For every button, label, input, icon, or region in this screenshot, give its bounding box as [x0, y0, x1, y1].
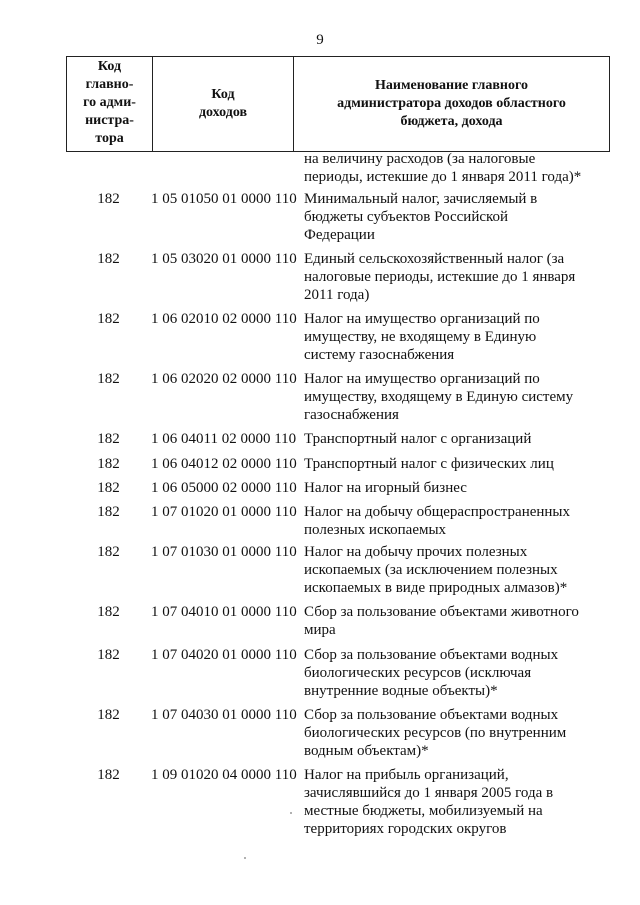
revenue-name-cell [302, 430, 626, 448]
revenue-name-cell [302, 543, 626, 597]
revenue-name-line: имуществу, входящему в Единую систему [304, 389, 574, 405]
revenue-code-cell: 1 06 04012 02 0000 110 [151, 456, 297, 472]
table-row [66, 646, 626, 700]
revenue-name-line: Транспортный налог с организаций [304, 431, 532, 447]
table-row [66, 370, 626, 424]
table-row [66, 190, 626, 244]
revenue-name-line: Федерации [304, 227, 375, 243]
header-admin-line: тора [95, 131, 124, 146]
header-code-line: доходов [198, 105, 248, 120]
table-row [66, 150, 626, 186]
revenue-name-line: Транспортный налог с физических лиц [304, 456, 554, 472]
revenue-name-line: имуществу, не входящему в Единую [304, 329, 537, 345]
admin-code-cell: 182 [97, 604, 120, 620]
revenue-name-line: газоснабжения [304, 407, 399, 423]
header-admin-line: нистра- [85, 113, 134, 128]
header-code-line: Код [211, 87, 235, 102]
table-row [66, 766, 626, 838]
revenue-code-cell: 1 07 01030 01 0000 110 [151, 544, 297, 560]
admin-code-cell: 182 [97, 371, 120, 387]
revenue-code-cell: 1 07 04030 01 0000 110 [151, 707, 297, 723]
admin-code-cell: 182 [97, 767, 120, 783]
scan-speck [244, 857, 246, 859]
revenue-name-line: ископаемых (за исключением полезных [304, 562, 558, 578]
revenue-code-cell: 1 07 04020 01 0000 110 [151, 647, 297, 663]
revenue-name-line: Сбор за пользование объектами водных [304, 707, 559, 723]
revenue-name-line: Налог на добычу общераспространенных [304, 504, 571, 520]
revenue-name-cell [302, 706, 626, 760]
revenue-name-line: Сбор за пользование объектами животного [304, 604, 579, 620]
admin-code-cell: 182 [97, 251, 120, 267]
revenue-name-line: систему газоснабжения [304, 347, 455, 363]
revenue-name-cell [302, 766, 626, 838]
admin-code-cell: 182 [97, 311, 120, 327]
table-row [66, 310, 626, 364]
revenue-name-line: зачислявшийся до 1 января 2005 года в [304, 785, 554, 801]
revenue-name-cell [302, 310, 626, 364]
revenue-name-line: Налог на прибыль организаций, [304, 767, 509, 783]
revenue-name-line: Налог на имущество организаций по [304, 311, 540, 327]
table-row [66, 706, 626, 760]
revenue-name-line: Сбор за пользование объектами водных [304, 647, 559, 663]
admin-code-cell: 182 [97, 431, 120, 447]
revenue-name-cell [302, 479, 626, 497]
table-row [66, 430, 626, 448]
revenue-name-line: ископаемых в виде природных алмазов)* [304, 580, 568, 596]
revenue-name-line: полезных ископаемых [304, 522, 447, 538]
revenue-name-cell [302, 250, 626, 304]
page-number: 9 [316, 32, 324, 48]
admin-code-cell: 182 [97, 544, 120, 560]
admin-code-cell: 182 [97, 480, 120, 496]
table-header [66, 56, 610, 152]
revenue-code-cell: 1 06 02020 02 0000 110 [151, 371, 297, 387]
table-row [66, 603, 626, 639]
header-admin-line: главно- [85, 77, 134, 92]
header-name-line: бюджета, дохода [400, 114, 503, 129]
revenue-code-cell: 1 05 01050 01 0000 110 [151, 191, 297, 207]
revenue-name-line: Налог на игорный бизнес [304, 480, 467, 496]
revenue-name-line: мира [304, 622, 336, 638]
revenue-name-line: Единый сельскохозяйственный налог (за [304, 251, 565, 267]
revenue-name-line: 2011 года) [304, 287, 370, 303]
revenue-code-cell: 1 05 03020 01 0000 110 [151, 251, 297, 267]
admin-code-cell: 182 [97, 191, 120, 207]
header-admin-line: Код [97, 59, 122, 74]
scan-speck [290, 812, 292, 814]
revenue-name-cell [302, 503, 626, 539]
table-row [66, 455, 626, 473]
revenue-code-cell: 1 06 02010 02 0000 110 [151, 311, 297, 327]
header-admin-line: го адми- [83, 95, 136, 110]
revenue-name-line: на величину расходов (за налоговые [304, 151, 536, 167]
revenue-name-line: Налог на имущество организаций по [304, 371, 540, 387]
header-name-line: администратора доходов областного [337, 96, 566, 111]
admin-code-cell [66, 150, 151, 186]
revenue-name-line: биологических ресурсов (по внутренним [304, 725, 567, 741]
header-revenue-code [152, 57, 293, 151]
admin-code-cell: 182 [97, 707, 120, 723]
revenue-name-line: местные бюджеты, мобилизуемый на [304, 803, 543, 819]
revenue-name-cell [302, 603, 626, 639]
revenue-code-cell: 1 07 01020 01 0000 110 [151, 504, 297, 520]
revenue-name-cell [302, 150, 626, 186]
header-name [293, 57, 609, 151]
revenue-name-line: биологических ресурсов (исключая [304, 665, 532, 681]
revenue-name-line: территориях городских округов [304, 821, 507, 837]
revenue-code-cell: 1 06 05000 02 0000 110 [151, 480, 297, 496]
revenue-name-line: периоды, истекшие до 1 января 2011 года)* [304, 169, 582, 185]
revenue-code-cell: 1 09 01020 04 0000 110 [151, 767, 297, 783]
table-row [66, 503, 626, 539]
revenue-name-cell [302, 455, 626, 473]
revenue-code-cell [151, 150, 302, 186]
table-row [66, 250, 626, 304]
revenue-name-cell [302, 370, 626, 424]
admin-code-cell: 182 [97, 647, 120, 663]
admin-code-cell: 182 [97, 456, 120, 472]
revenue-name-line: Минимальный налог, зачисляемый в [304, 191, 538, 207]
table-row [66, 543, 626, 597]
revenue-name-cell [302, 646, 626, 700]
revenue-name-line: бюджеты субъектов Российской [304, 209, 509, 225]
revenue-code-cell: 1 06 04011 02 0000 110 [151, 431, 297, 447]
revenue-name-line: Налог на добычу прочих полезных [304, 544, 528, 560]
revenue-code-cell: 1 07 04010 01 0000 110 [151, 604, 297, 620]
admin-code-cell: 182 [97, 504, 120, 520]
header-admin-code [67, 57, 152, 151]
header-name-line: Наименование главного [375, 78, 528, 93]
revenue-name-line: налоговые периоды, истекшие до 1 января [304, 269, 576, 285]
revenue-name-line: внутренние водные объекты)* [304, 683, 498, 699]
revenue-name-cell [302, 190, 626, 244]
revenue-name-line: водным объектам)* [304, 743, 429, 759]
table-row [66, 479, 626, 497]
